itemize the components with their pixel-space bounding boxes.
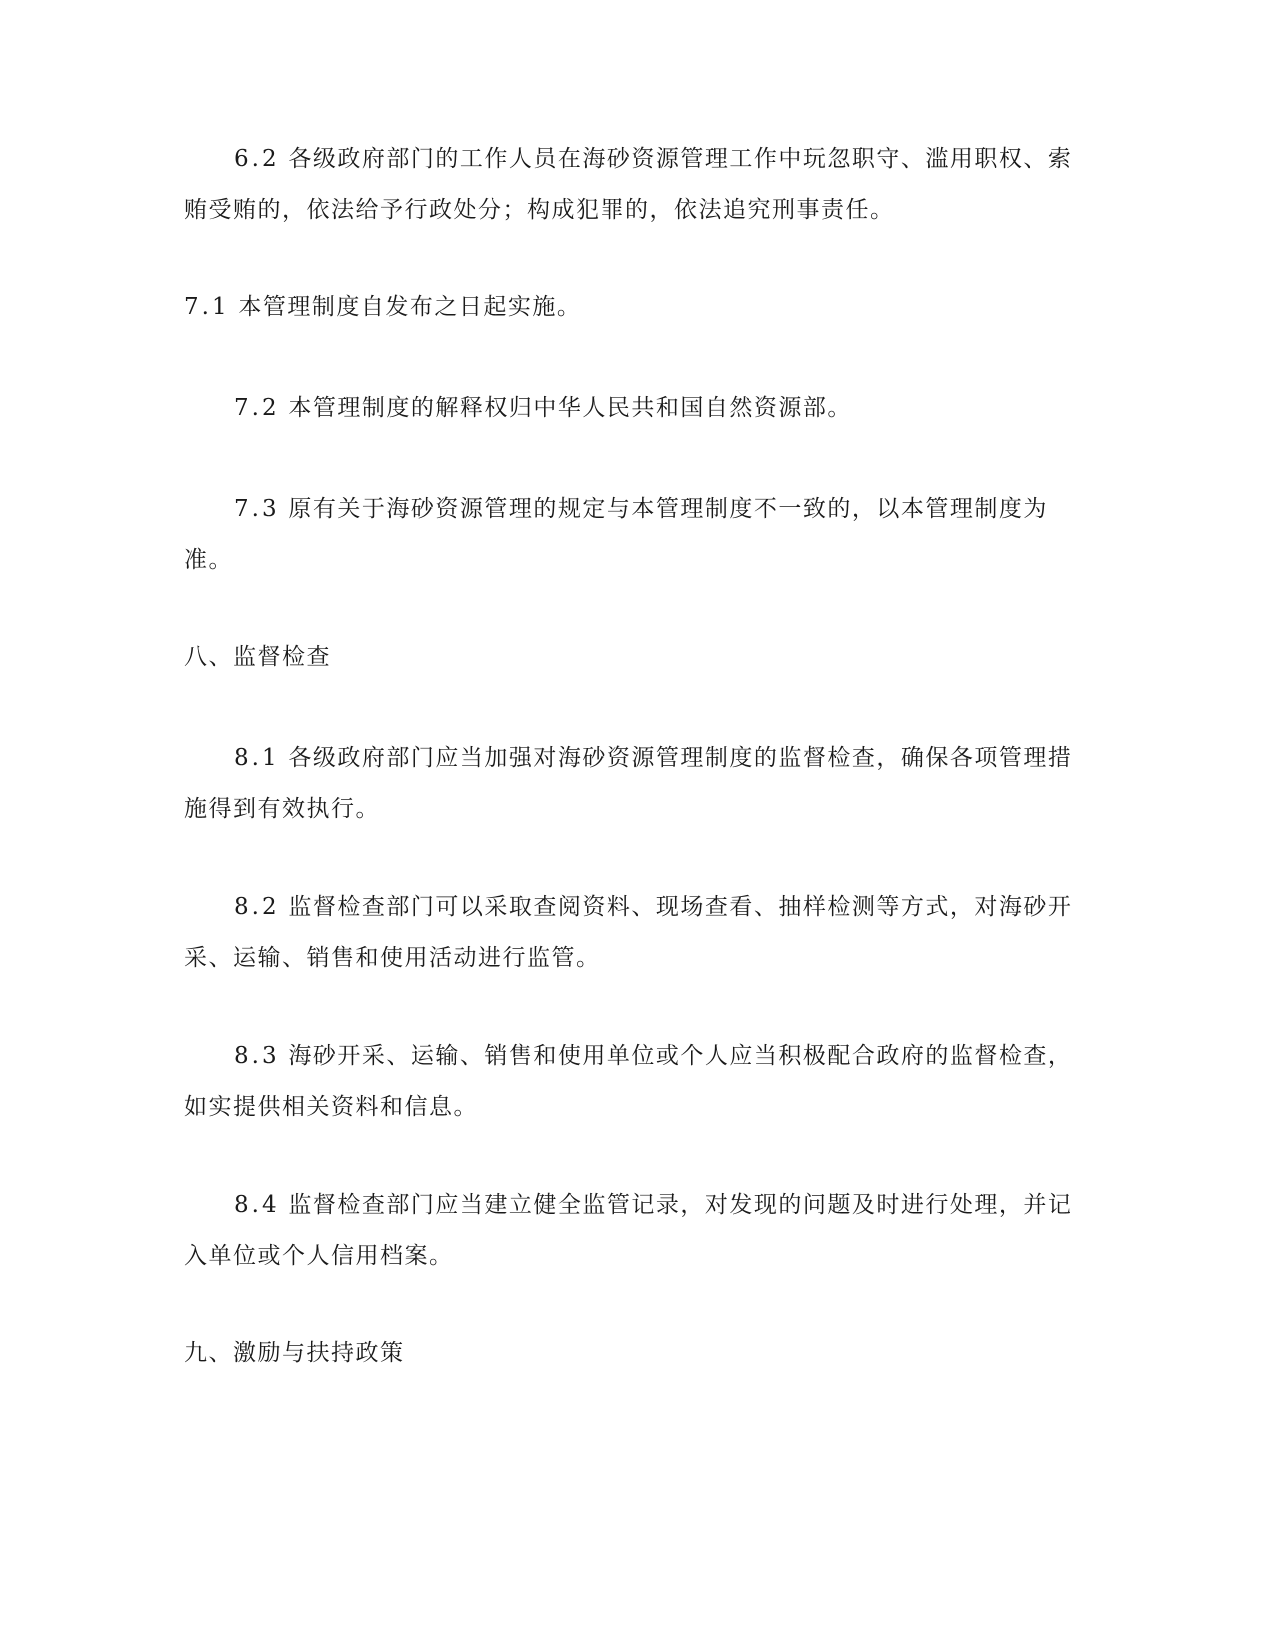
paragraph-text: 各级政府部门应当加强对海砂资源管理制度的监督检查，确保各项管理措施得到有效执行。	[184, 745, 1073, 822]
paragraph-7-1	[184, 282, 1084, 333]
paragraph-text: 监督检查部门可以采取查阅资料、现场查看、抽样检测等方式，对海砂开采、运输、销售和使用活动进行监管。	[184, 894, 1073, 971]
paragraph-number: 8.1	[234, 745, 280, 771]
paragraph-8-3	[184, 1031, 1084, 1133]
paragraph-number: 8.4	[234, 1192, 280, 1218]
paragraph-text: 监督检查部门应当建立健全监管记录，对发现的问题及时进行处理，并记入单位或个人信用档案。	[184, 1192, 1073, 1269]
paragraph-number: 6.2	[234, 146, 280, 172]
paragraph-8-2	[184, 882, 1084, 984]
paragraph-text: 原有关于海砂资源管理的规定与本管理制度不一致的，以本管理制度为准。	[184, 496, 1048, 573]
paragraph-number: 8.2	[234, 894, 280, 920]
paragraph-number: 7.1	[184, 294, 230, 320]
paragraph-number: 7.3	[234, 496, 280, 522]
paragraph-8-1	[184, 733, 1084, 835]
paragraph-number: 8.3	[234, 1043, 280, 1069]
section-heading-text: 九、激励与扶持政策	[184, 1340, 405, 1366]
section-heading-9	[184, 1328, 1084, 1379]
paragraph-8-4	[184, 1180, 1084, 1282]
paragraph-7-2	[184, 383, 1084, 434]
paragraph-7-3	[184, 484, 1084, 586]
paragraph-number: 7.2	[234, 395, 280, 421]
paragraph-text: 海砂开采、运输、销售和使用单位或个人应当积极配合政府的监督检查，如实提供相关资料和信息。	[184, 1043, 1073, 1120]
paragraph-text: 本管理制度的解释权归中华人民共和国自然资源部。	[288, 395, 852, 421]
paragraph-6-2	[184, 134, 1084, 236]
paragraph-text: 本管理制度自发布之日起实施。	[238, 294, 582, 320]
section-heading-text: 八、监督检查	[184, 644, 331, 670]
paragraph-text: 各级政府部门的工作人员在海砂资源管理工作中玩忽职守、滥用职权、索贿受贿的，依法给予行政处分；构成犯罪的，依法追究刑事责任。	[184, 146, 1073, 223]
section-heading-8	[184, 632, 1084, 683]
